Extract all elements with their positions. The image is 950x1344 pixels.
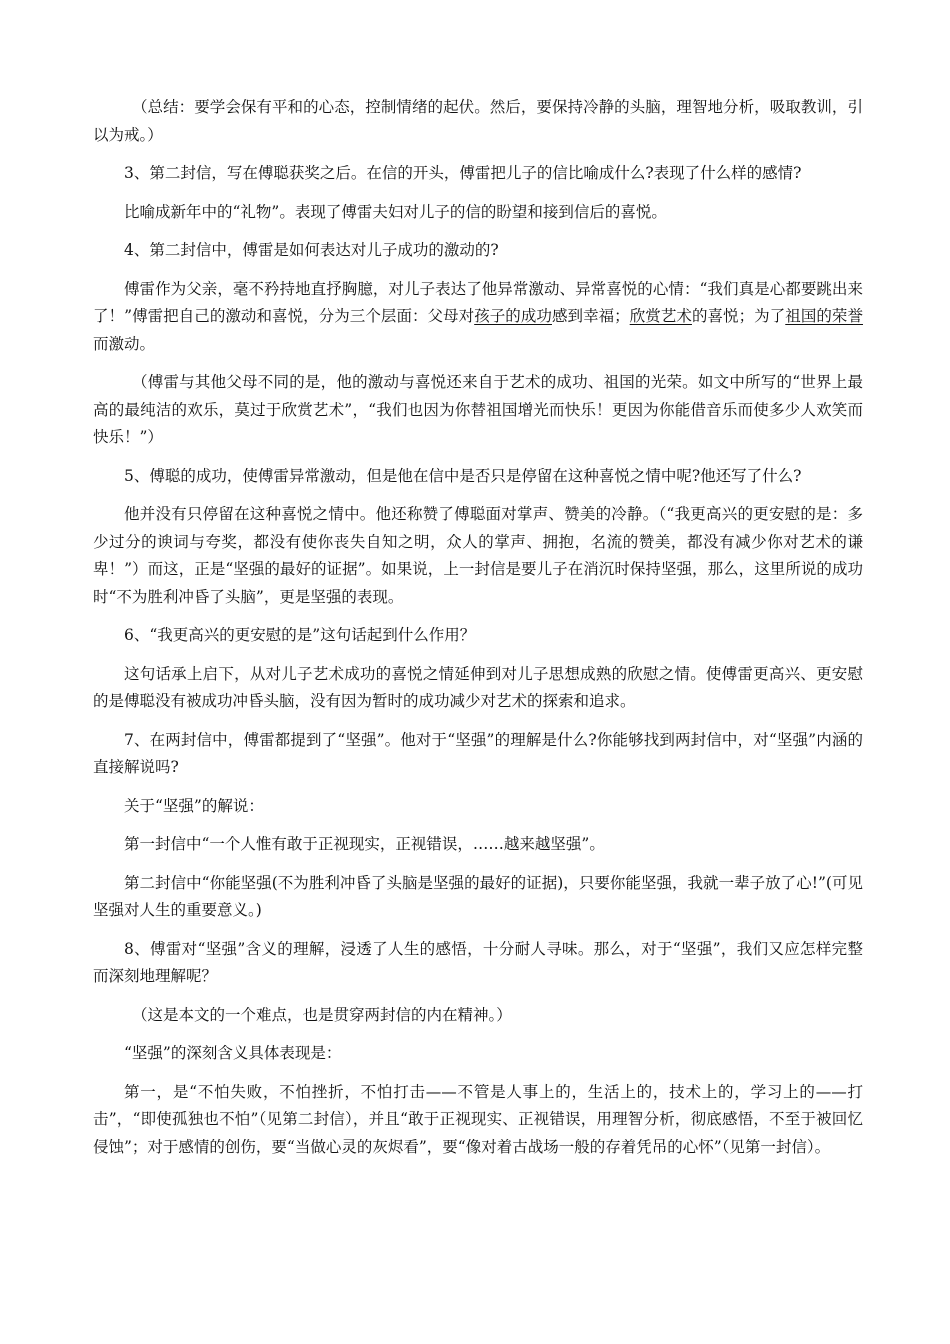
answer-4 (93, 276, 863, 359)
answer-4-text: 的喜悦；为了 (691, 307, 786, 325)
answer-4-text: 感到幸福； (551, 307, 630, 325)
answer-4-text: 傅雷作为父亲，毫不矜持地直抒胸臆，对儿子表达了他异常激动、异常喜悦的心情：“我们真是心都要跳出来了！”傅雷把自己的激动和喜悦，分为三个层面：父母对 (93, 279, 863, 325)
answer-7-intro: 关于“坚强”的解说： (124, 796, 264, 815)
document-body (93, 94, 863, 1172)
answer-4-note: （傅雷与其他父母不同的是，他的激动与喜悦还来自于艺术的成功、祖国的光荣。如文中所写的“世界上最高的最纯洁的欢乐，莫过于欣赏艺术”，“我们也因为你替祖国增光而快乐！更因为你能借音乐而使多少人欢笑而快乐！”） (93, 373, 863, 446)
answer-6: 这句话承上启下，从对儿子艺术成功的喜悦之情延伸到对儿子思想成熟的欣慰之情。使傅雷更高兴、更安慰的是傅聪没有被成功冲昏头脑，没有因为暂时的成功减少对艺术的探索和追求。 (93, 664, 863, 710)
question-6: 6、“我更高兴的更安慰的是”这句话起到什么作用？ (124, 626, 476, 644)
underline-national-honor: 祖国的荣誉 (785, 307, 863, 325)
underline-child-success: 孩子的成功 (474, 307, 552, 325)
question-8: 8、傅雷对“坚强”含义的理解，浸透了人生的感悟，十分耐人寻味。那么，对于“坚强”，我们又应怎样完整而深刻地理解呢？ (93, 939, 863, 985)
question-4: 4、第二封信中，傅雷是如何表达对儿子成功的激动的? (124, 241, 499, 259)
question-8-note: （这是本文的一个难点，也是贯穿两封信的内在精神。） (132, 1005, 512, 1024)
answer-7-second-letter: 第二封信中“你能坚强(不为胜利冲昏了头脑是坚强的最好的证据)，只要你能坚强，我就一辈子放了心!”(可见坚强对人生的重要意义。) (93, 873, 863, 919)
answer-7-first-letter: 第一封信中“一个人惟有敢于正视现实，正视错误，……越来越坚强”。 (124, 835, 605, 853)
answer-8-intro: “坚强”的深刻含义具体表现是： (124, 1044, 342, 1062)
answer-3: 比喻成新年中的“礼物”。表现了傅雷夫妇对儿子的信的盼望和接到信后的喜悦。 (124, 202, 667, 221)
question-3: 3、第二封信，写在傅聪获奖之后。在信的开头，傅雷把儿子的信比喻成什么?表现了什么样的感情? (124, 164, 802, 182)
answer-8-point-1: 第一，是“不怕失败，不怕挫折，不怕打击——不管是人事上的，生活上的，技术上的，学习上的——打击”，“即使孤独也不怕”（见第二封信），并且“敢于正视现实、正视错误，用理智分析，彻底感悟，不至于被回忆侵蚀”；对于感情的创伤，要“当做心灵的灰烬看”，要“像对着古战场一般的存着凭吊的心怀”（见第一封信）。 (93, 1082, 863, 1156)
question-7: 7、在两封信中，傅雷都提到了“坚强”。他对于“坚强”的理解是什么?你能够找到两封信中，对“坚强”内涵的直接解说吗? (93, 730, 863, 776)
underline-appreciate-art: 欣赏艺术 (629, 307, 692, 325)
question-5: 5、傅聪的成功，使傅雷异常激动，但是他在信中是否只是停留在这种喜悦之情中呢?他还写了什么? (124, 466, 802, 485)
answer-5: 他并没有只停留在这种喜悦之情中。他还称赞了傅聪面对掌声、赞美的冷静。（“我更高兴的更安慰的是：多少过分的谀词与夸奖，都没有使你丧失自知之明，众人的掌声、拥抱，名流的赞美，都没有减少你对艺术的谦卑！”）而这，正是“坚强的最好的证据”。如果说，上一封信是要儿子在消沉时保持坚强，那么，这里所说的成功时“不为胜利冲昏了头脑”，更是坚强的表现。 (93, 505, 863, 606)
answer-4-text: 而激动。 (93, 334, 156, 353)
summary-note: （总结：要学会保有平和的心态，控制情绪的起伏。然后，要保持冷静的头脑，理智地分析，吸取教训，引以为戒。） (93, 98, 863, 144)
